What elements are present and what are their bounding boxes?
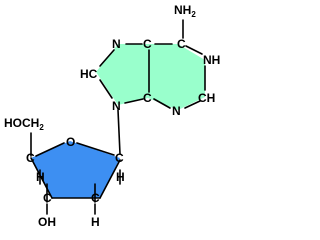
c-left-label: C bbox=[26, 151, 35, 165]
hc-left-label: HC bbox=[80, 67, 98, 81]
ch-right-label: CH bbox=[198, 91, 216, 105]
ring-oxygen-label: O bbox=[66, 135, 76, 149]
h-left-upper-label: H bbox=[36, 170, 45, 184]
c-right-label: C bbox=[115, 151, 124, 165]
amine-group-label: $NH_2$ bbox=[174, 3, 196, 19]
hydroxymethyl-label: $HOCH_2$ bbox=[4, 116, 44, 132]
n-bottom-right-label: N bbox=[172, 104, 181, 118]
h-bottom-label: H bbox=[91, 215, 100, 229]
h-right-upper-label: H bbox=[116, 170, 125, 184]
n-top-left-label: N bbox=[112, 37, 121, 51]
c-bottom-left-label: C bbox=[43, 191, 52, 205]
n-bottom-left-label: N bbox=[112, 99, 121, 113]
c-top-mid-label: C bbox=[143, 37, 152, 51]
c-bottom-right-label: C bbox=[91, 191, 100, 205]
nh-right-label: NH bbox=[203, 53, 221, 67]
hydroxyl-label: OH bbox=[38, 215, 56, 229]
c-mid-label: C bbox=[143, 91, 152, 105]
imidazole-ring bbox=[96, 44, 148, 105]
c-top-right-label: C bbox=[177, 37, 186, 51]
